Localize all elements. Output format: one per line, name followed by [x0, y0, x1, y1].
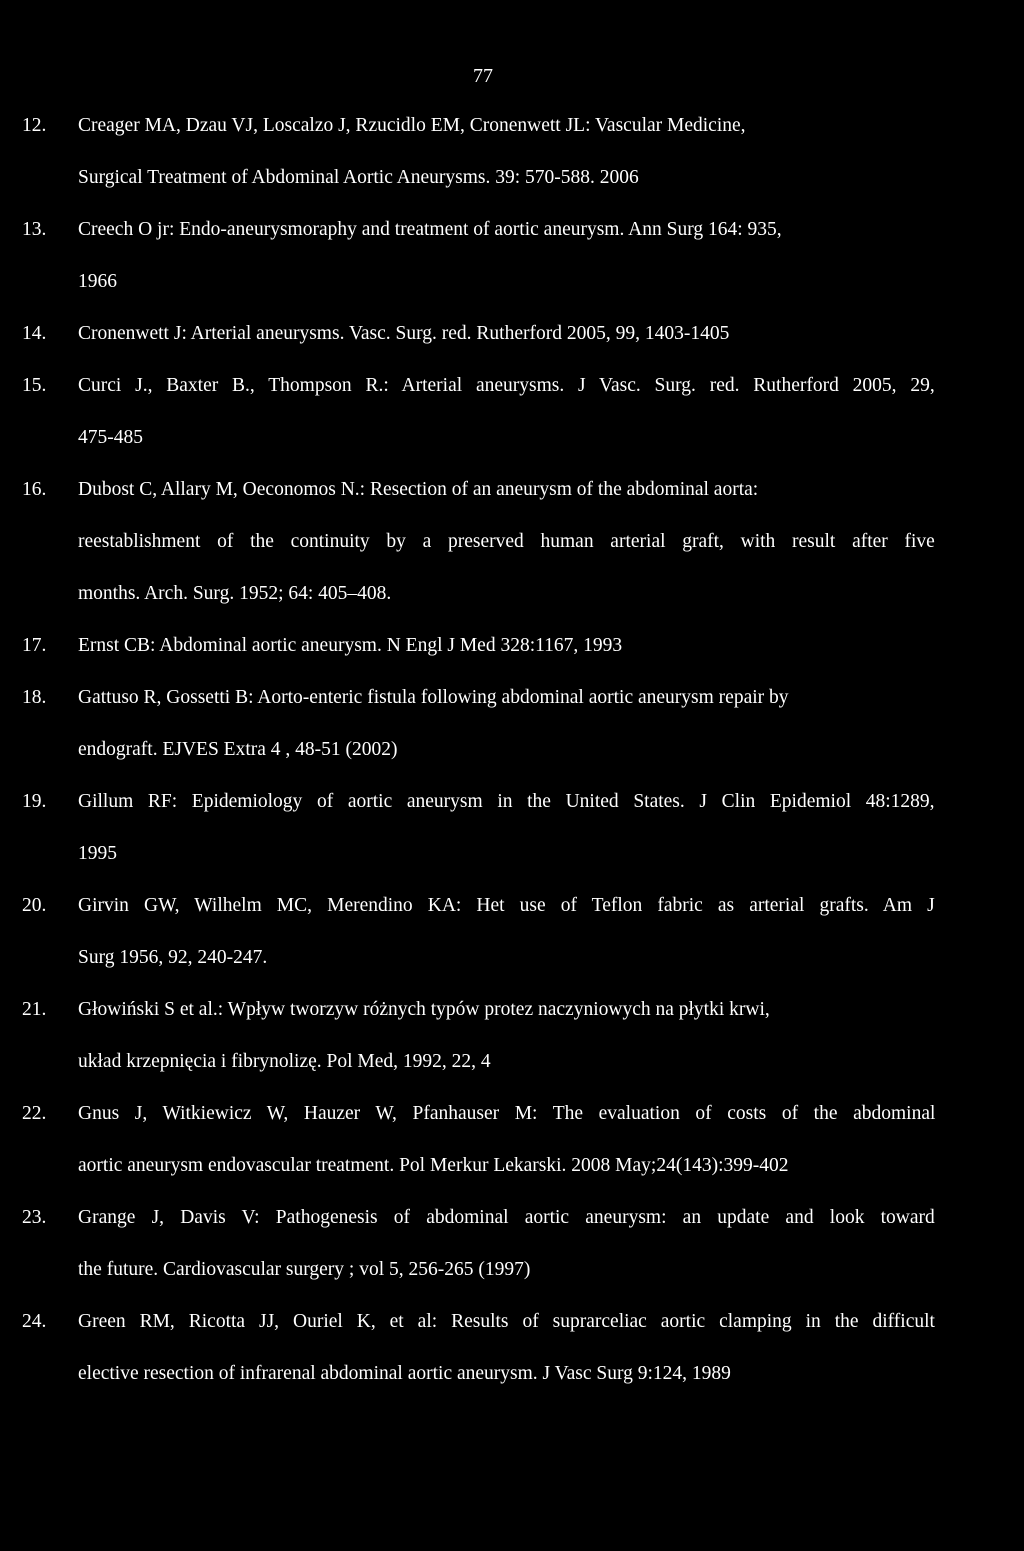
reference-item — [0, 984, 1024, 1088]
reference-text-line: aortic aneurysm endovascular treatment. Pol Merkur Lekarski. 2008 May;24(143):399-402 — [78, 1155, 789, 1176]
reference-item — [0, 100, 1024, 204]
reference-text — [78, 672, 935, 776]
reference-text — [78, 776, 935, 880]
reference-item — [0, 1192, 1024, 1296]
reference-text — [78, 204, 935, 308]
reference-number: 12. — [22, 115, 47, 136]
reference-item — [0, 1296, 1024, 1400]
reference-text — [78, 1192, 935, 1296]
reference-text-line: the future. Cardiovascular surgery ; vol 5, 256-265 (1997) — [78, 1259, 531, 1280]
reference-text-line: Głowiński S et al.: Wpływ tworzyw różnych typów protez naczyniowych na płytki krwi, — [78, 999, 770, 1020]
reference-text — [78, 100, 935, 204]
reference-text-line: 1966 — [78, 271, 117, 292]
reference-number: 20. — [22, 895, 47, 916]
reference-number: 22. — [22, 1103, 47, 1124]
reference-text — [78, 360, 935, 464]
reference-number: 19. — [22, 791, 47, 812]
reference-text-line: Creager MA, Dzau VJ, Loscalzo J, Rzucidlo EM, Cronenwett JL: Vascular Medicine, — [78, 115, 746, 136]
reference-text-line: Green RM, Ricotta JJ, Ouriel K, et al: Results of suprarceliac aortic clamping in the difficult — [78, 1311, 935, 1332]
reference-item — [0, 464, 1024, 620]
reference-text — [78, 620, 935, 672]
reference-text — [78, 464, 935, 620]
reference-item — [0, 880, 1024, 984]
reference-item — [0, 204, 1024, 308]
reference-text — [78, 880, 935, 984]
reference-number: 23. — [22, 1207, 47, 1228]
reference-text-line: elective resection of infrarenal abdominal aortic aneurysm. J Vasc Surg 9:124, 1989 — [78, 1363, 731, 1384]
reference-item — [0, 620, 1024, 672]
reference-number: 14. — [22, 323, 47, 344]
reference-text-line: Creech O jr: Endo-aneurysmoraphy and treatment of aortic aneurysm. Ann Surg 164: 935, — [78, 219, 782, 240]
reference-text — [78, 308, 935, 360]
reference-text — [78, 984, 935, 1088]
reference-text-line: 475-485 — [78, 427, 143, 448]
reference-text — [78, 1088, 935, 1192]
reference-number: 13. — [22, 219, 47, 240]
reference-number: 17. — [22, 635, 47, 656]
reference-text-line: Ernst CB: Abdominal aortic aneurysm. N Engl J Med 328:1167, 1993 — [78, 635, 623, 656]
reference-item — [0, 1088, 1024, 1192]
reference-text-line: reestablishment of the continuity by a preserved human arterial graft, with result after five — [78, 531, 935, 552]
reference-item — [0, 672, 1024, 776]
reference-text-line: Gillum RF: Epidemiology of aortic aneurysm in the United States. J Clin Epidemiol 48:1289, — [78, 791, 935, 812]
reference-text-line: Cronenwett J: Arterial aneurysms. Vasc. Surg. red. Rutherford 2005, 99, 1403-1405 — [78, 323, 730, 344]
reference-item — [0, 360, 1024, 464]
reference-text-line: Curci J., Baxter B., Thompson R.: Arterial aneurysms. J Vasc. Surg. red. Rutherford 2005, 29, — [78, 375, 935, 396]
reference-number: 15. — [22, 375, 47, 396]
reference-text-line: Grange J, Davis V: Pathogenesis of abdominal aortic aneurysm: an update and look toward — [78, 1207, 935, 1228]
reference-text-line: Gnus J, Witkiewicz W, Hauzer W, Pfanhauser M: The evaluation of costs of the abdominal — [78, 1103, 936, 1124]
reference-text-line: Dubost C, Allary M, Oeconomos N.: Resection of an aneurysm of the abdominal aorta: — [78, 479, 759, 500]
reference-text — [78, 1296, 935, 1400]
reference-number: 21. — [22, 999, 47, 1020]
reference-text-line: 1995 — [78, 843, 117, 864]
reference-text-line: months. Arch. Surg. 1952; 64: 405–408. — [78, 583, 392, 604]
reference-number: 16. — [22, 479, 47, 500]
reference-number: 24. — [22, 1311, 47, 1332]
reference-text-line: Girvin GW, Wilhelm MC, Merendino KA: Het use of Teflon fabric as arterial grafts. Am J — [78, 895, 935, 916]
reference-text-line: układ krzepnięcia i fibrynolizę. Pol Med, 1992, 22, 4 — [78, 1051, 491, 1072]
reference-item — [0, 776, 1024, 880]
reference-number: 18. — [22, 687, 47, 708]
reference-text-line: Gattuso R, Gossetti B: Aorto-enteric fistula following abdominal aortic aneurysm repair by — [78, 687, 789, 708]
reference-item — [0, 308, 1024, 360]
reference-text-line: endograft. EJVES Extra 4 , 48-51 (2002) — [78, 739, 398, 760]
reference-text-line: Surg 1956, 92, 240-247. — [78, 947, 268, 968]
page-number: 77 — [473, 65, 493, 87]
reference-text-line: Surgical Treatment of Abdominal Aortic Aneurysms. 39: 570-588. 2006 — [78, 167, 639, 188]
